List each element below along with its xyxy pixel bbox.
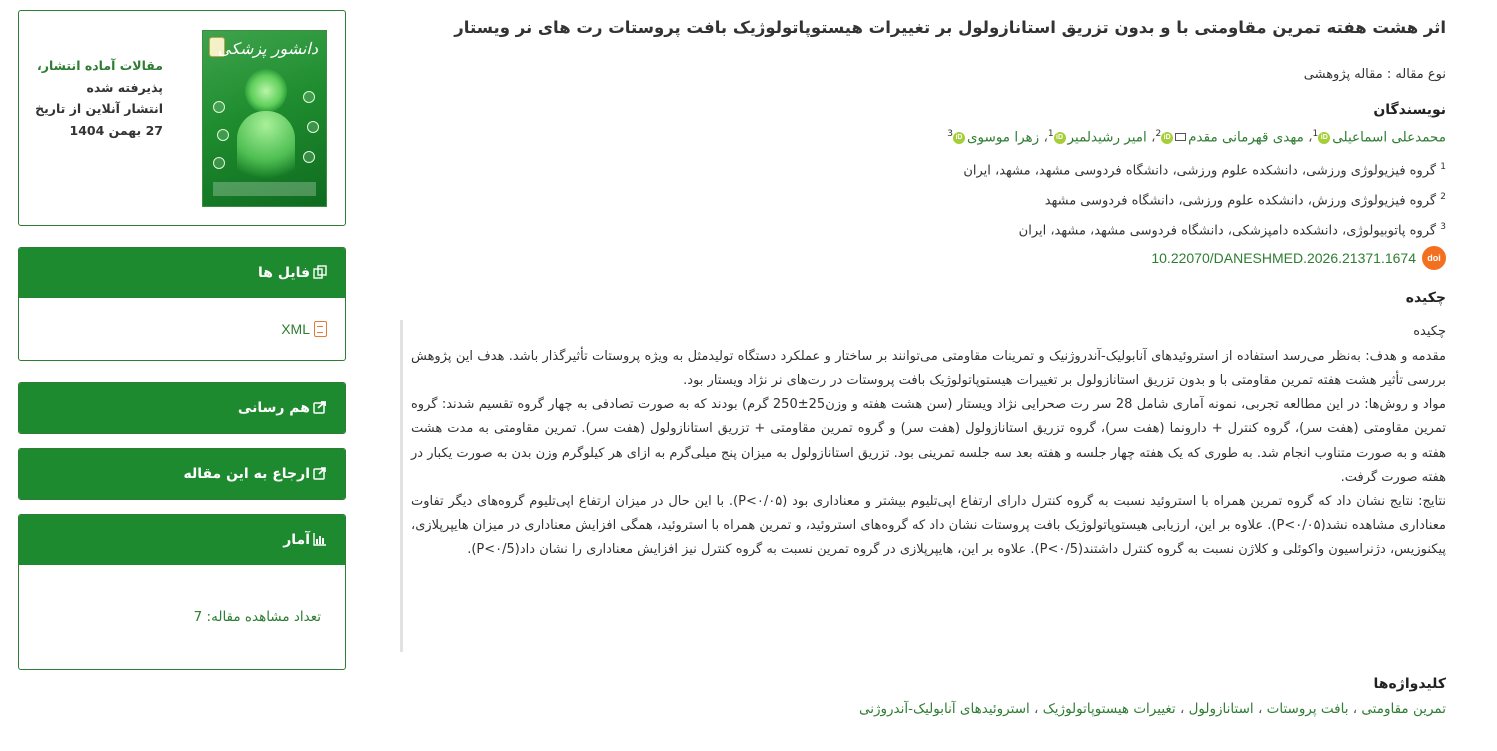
author-link[interactable]: مهدی قهرمانی مقدم [1188, 129, 1304, 146]
keyword-link[interactable]: استانازولول [1188, 701, 1254, 718]
author-link[interactable]: امیر رشیدلمیر [1067, 129, 1147, 146]
author-link[interactable]: زهرا موسوی [966, 129, 1040, 146]
files-card-body [19, 298, 345, 360]
doi-icon: doi [1422, 246, 1446, 270]
abstract-heading: چکیده [1405, 290, 1446, 307]
stats-card-header: آمار [19, 515, 345, 565]
article-main [400, 0, 1446, 751]
xml-download-link[interactable]: XML [281, 321, 310, 337]
cite-card[interactable] [18, 448, 346, 500]
keywords-heading: کلیدواژه‌ها [1373, 676, 1446, 693]
abstract-paragraph: نتایج: نتایج نشان داد که گروه تمرین همراه با استروئید نسبت به گروه کنترل دارای ارتفاع اپی‌تلیوم بیشتر و معناداری بود (P<۰/۰۵). با این حال در میزان ارتفاع اپی‌تلیوم گروه‌های دیگر تفاوت معناداری مشاهده نشد(P<۰/۰۵). علاوه بر این، ارزیابی هیستوپاتولوژیک بافت پروستات نشان داد که گروه‌های استروئید، و تمرین همراه با استروئید، همگی افزایش معناداری در میزان هایپرپلازی، پیکنوزیس، دژنراسیون واکوئلی و کلاژن نسبت به گروه کنترل داشتند(P<۰/5). علاوه بر این، هایپرپلازی در گروه تمرین نسبت به گروه کنترل نیز افزایش معناداری را نشان داد(P<۰/5). [411, 493, 1446, 558]
bar-chart-icon [313, 532, 327, 546]
doi-row [400, 246, 1446, 270]
email-icon[interactable] [1175, 133, 1186, 141]
code-file-icon [314, 321, 327, 337]
share-card[interactable] [18, 382, 346, 434]
orcid-icon[interactable]: iD [1161, 132, 1173, 144]
abstract-paragraph: چکیده [1413, 324, 1446, 340]
share-card-header[interactable]: هم رسانی [19, 383, 345, 433]
files-card [18, 247, 346, 361]
author-link[interactable]: محمدعلی اسماعیلی [1332, 129, 1446, 146]
copy-icon [313, 265, 327, 279]
keyword-link[interactable]: تمرین مقاومتی [1361, 701, 1446, 718]
affiliation-item: $^3$ گروه پاتوبیولوژی، دانشکده دامپزشکی، دانشگاه فردوسی مشهد، مشهد، ایران [1018, 222, 1446, 239]
orcid-icon[interactable]: iD [953, 132, 965, 144]
keyword-link[interactable]: تغییرات هیستوپاتولوژیک [1042, 701, 1176, 718]
abstract-paragraph: مقدمه و هدف: به‌نظر می‌رسد استفاده از استروئیدهای آنابولیک-آندروژنیک و تمرینات مقاومتی می‌توانند بر ساختار و عملکرد دستگاه تولیدمثل به ویژه پروستات تأثیرگذار باشد. هدف این پژوهش بررسی تأثیر هشت هفته تمرین مقاومتی با و بدون تزریق استانازولول بر تغییرات هیستوپاتولوژیک بافت پروستات در رت‌های نر نژاد ویستار بود. [411, 348, 1446, 388]
files-card-header: فایل ها [19, 248, 345, 298]
orcid-icon[interactable]: iD [1054, 132, 1066, 144]
affiliation-item: $^2$ گروه فیزیولوژی ورزش، دانشکده علوم ورزشی، دانشگاه فردوسی مشهد [1044, 191, 1446, 209]
authors-list: محمدعلی اسماعیلیiD$^1$، مهدی قهرمانی مقدمiD$^2$، امیر رشیدلمیرiD$^1$، زهرا موسویiD$^3$ [947, 129, 1446, 146]
keyword-link[interactable]: استروئیدهای آنابولیک-آندروژنی [858, 701, 1030, 718]
orcid-icon[interactable]: iD [1318, 132, 1330, 144]
article-title: اثر هشت هفته تمرین مقاومتی با و بدون تزریق استانازولول بر تغییرات هیستوپاتولوژیک بافت پروستات رت های نر ویستار [454, 18, 1446, 37]
sidebar [18, 10, 346, 670]
stats-card [18, 514, 346, 670]
abstract-paragraph: مواد و روش‌ها: در این مطالعه تجربی، نمونه آماری شامل 28 سر رت صحرایی نژاد ویستار (سن هشت هفته و وزن25±250 گرم) بودند که به صورت تصادفی به چهار گروه تقسیم شدند: گروه تمرین مقاومتی (هفت سر)، گروه کنترل + دارونما (هفت سر)، گروه تزریق استانازولول (هفت سر) و گروه تمرین مقاومتی + تزریق استانازولول (هفت سر). تمرین مقاومتی به مدت هشت هفته و به صورت متناوب انجام شد. به طوری که یک هفته چهار جلسه و هفته بعد سه جلسه تمرینی بود. تزریق استانازولول به میزان پنج میلی‌گرم به ازای هر کیلوگرم وزن بدن به صورت یکبار در هفته صورت گرفت. [411, 397, 1446, 485]
view-count-value: 7 [193, 609, 203, 625]
cover-status: مقالات آماده انتشار، پذیرفته شده انتشار آنلاین از تاریخ 27 بهمن 1404 [35, 58, 163, 138]
view-count: تعداد مشاهده مقاله: 7 [193, 609, 321, 625]
journal-cover-image[interactable] [202, 30, 327, 207]
share-icon [313, 400, 327, 414]
affiliation-item: $^1$ گروه فیزیولوژی ورزشی، دانشکده علوم ورزشی، دانشگاه فردوسی مشهد، مشهد، ایران [963, 161, 1446, 178]
doi-link[interactable]: 10.22070/DANESHMED.2026.21371.1674 [1151, 250, 1416, 267]
external-link-icon [313, 466, 327, 480]
issue-cover-box [18, 10, 346, 226]
keywords-list: تمرین مقاومتی ، بافت پروستات ، استانازولول ، تغییرات هیستوپاتولوژیک ، استروئیدهای آنابولیک-آندروژنی [858, 701, 1446, 718]
cite-card-header[interactable]: ارجاع به این مقاله [19, 449, 345, 499]
article-type: نوع مقاله : مقاله پژوهشی [1303, 67, 1446, 82]
cover-title: دانشور پزشکی [217, 39, 318, 58]
authors-heading: نویسندگان [1373, 102, 1446, 118]
keyword-link[interactable]: بافت پروستات [1266, 701, 1349, 718]
abstract-box[interactable] [400, 320, 1446, 652]
affiliations [400, 154, 1446, 245]
